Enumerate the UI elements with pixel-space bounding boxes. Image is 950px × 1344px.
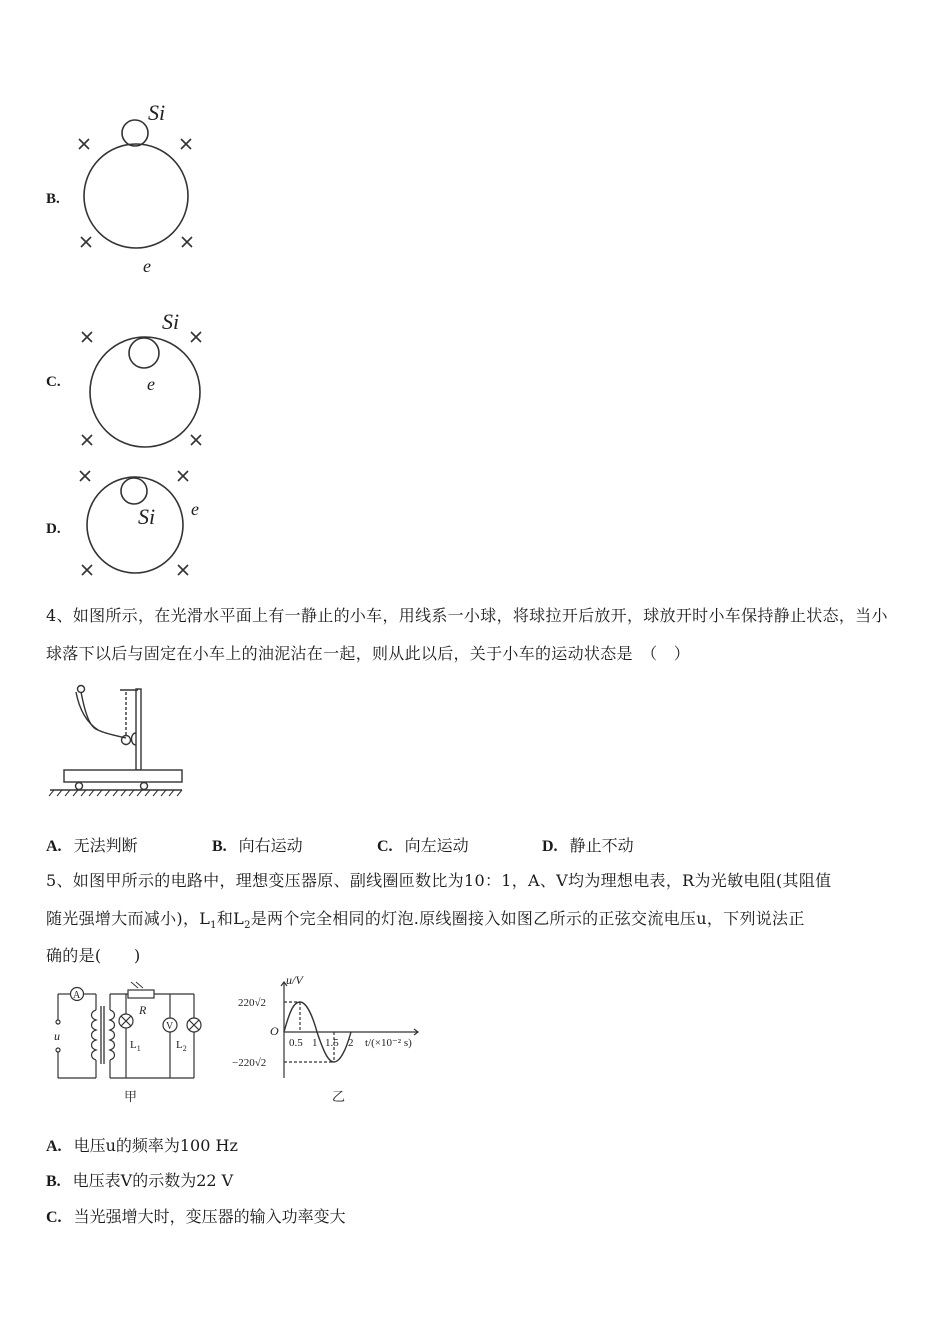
- q4-text-line-1: 4、如图所示，在光滑水平面上有一静止的小车，用线系一小球，将球拉开后放开，球放开时小车保持静止状态，当小: [46, 606, 888, 625]
- voltmeter-label: V: [166, 1021, 174, 1032]
- cross-mark: [82, 435, 92, 445]
- q4-choice-b: B. 向右运动: [212, 836, 303, 855]
- input-label: u: [54, 1029, 60, 1043]
- si-label: Si: [148, 100, 166, 125]
- q4-choice-a: A. 无法判断: [46, 836, 138, 855]
- wheel: [76, 783, 83, 790]
- resistor-symbol: [128, 990, 154, 998]
- wheel: [141, 783, 148, 790]
- cart-body: [64, 770, 182, 782]
- cross-mark: [81, 237, 91, 247]
- large-circle: [87, 477, 183, 573]
- q4-text-line-2: 球落下以后与固定在小车上的油泥沾在一起，则从此以后，关于小车的运动状态是 （ ）: [46, 644, 691, 663]
- e-label: e: [143, 256, 151, 276]
- si-label: Si: [138, 504, 156, 529]
- option-d-figure: [70, 462, 220, 587]
- origin-label: O: [270, 1024, 279, 1038]
- circuit-caption: 甲: [124, 1089, 138, 1104]
- y-min-label: −220√2: [232, 1057, 267, 1069]
- pivot-point: [78, 686, 85, 693]
- option-d-letter: D.: [46, 521, 61, 537]
- q4-choice-d: D. 静止不动: [542, 836, 634, 855]
- option-b-letter: B.: [46, 191, 60, 207]
- lamp-2-label: $L_2$: [176, 1039, 187, 1053]
- q4-choice-c: C. 向左运动: [377, 836, 469, 855]
- q5-choice-a: A. 电压u的频率为100 Hz: [46, 1136, 238, 1155]
- cross-mark: [82, 332, 92, 342]
- q4-cart-figure: [46, 678, 186, 800]
- cross-mark: [178, 565, 188, 575]
- cross-mark: [80, 471, 90, 481]
- cross-mark: [82, 565, 92, 575]
- y-axis-label: u/V: [286, 973, 303, 987]
- ammeter-label: A: [73, 990, 81, 1001]
- q5-voltage-graph: [228, 970, 438, 1106]
- e-label: e: [191, 499, 199, 519]
- x-axis-label: t/(×10⁻² s): [365, 1037, 412, 1049]
- x-tick-label: 1.5: [325, 1037, 339, 1049]
- x-tick-label: 0.5: [289, 1037, 303, 1049]
- small-circle: [129, 338, 159, 368]
- e-label: e: [147, 374, 155, 394]
- q5-choice-b: B. 电压表V的示数为22 V: [46, 1171, 234, 1190]
- resistor-label: R: [139, 1003, 147, 1017]
- large-circle: [90, 337, 200, 447]
- x-tick-label: 1: [312, 1037, 318, 1049]
- x-tick-label: 2: [348, 1037, 354, 1049]
- q5-circuit-figure: [46, 978, 216, 1106]
- secondary-coil: [110, 1010, 115, 1060]
- q5-text-line-1: 5、如图甲所示的电路中，理想变压器原、副线圈匝数比为10：1，A、V均为理想电表，R为光敏电阻(其阻值: [46, 871, 832, 890]
- si-label: Si: [162, 309, 180, 334]
- option-c-figure: [70, 305, 220, 455]
- q5-choice-c: C. 当光强增大时，变压器的输入功率变大: [46, 1207, 346, 1226]
- q5-text-line-2: 随光强增大而减小)，$L_1$和$L_2$是两个完全相同的灯泡.原线圈接入如图乙所示的正弦交流电压u，下列说法正: [46, 909, 805, 932]
- primary-coil: [92, 1010, 97, 1060]
- lamp-1-label: $L_1$: [130, 1039, 141, 1053]
- cross-mark: [178, 471, 188, 481]
- q5-text-line-3: 确的是( ): [46, 946, 141, 965]
- cross-mark: [181, 139, 191, 149]
- option-b-figure: [70, 95, 210, 280]
- cross-mark: [191, 435, 201, 445]
- cross-mark: [182, 237, 192, 247]
- cross-mark: [191, 332, 201, 342]
- cross-mark: [79, 139, 89, 149]
- small-circle: [121, 478, 147, 504]
- ball: [122, 736, 131, 745]
- large-circle: [84, 144, 188, 248]
- option-c-letter: C.: [46, 374, 61, 390]
- pole: [136, 689, 141, 770]
- string: [81, 692, 126, 738]
- y-max-label: 220√2: [238, 997, 267, 1009]
- graph-caption: 乙: [332, 1089, 346, 1104]
- small-circle: [122, 120, 148, 146]
